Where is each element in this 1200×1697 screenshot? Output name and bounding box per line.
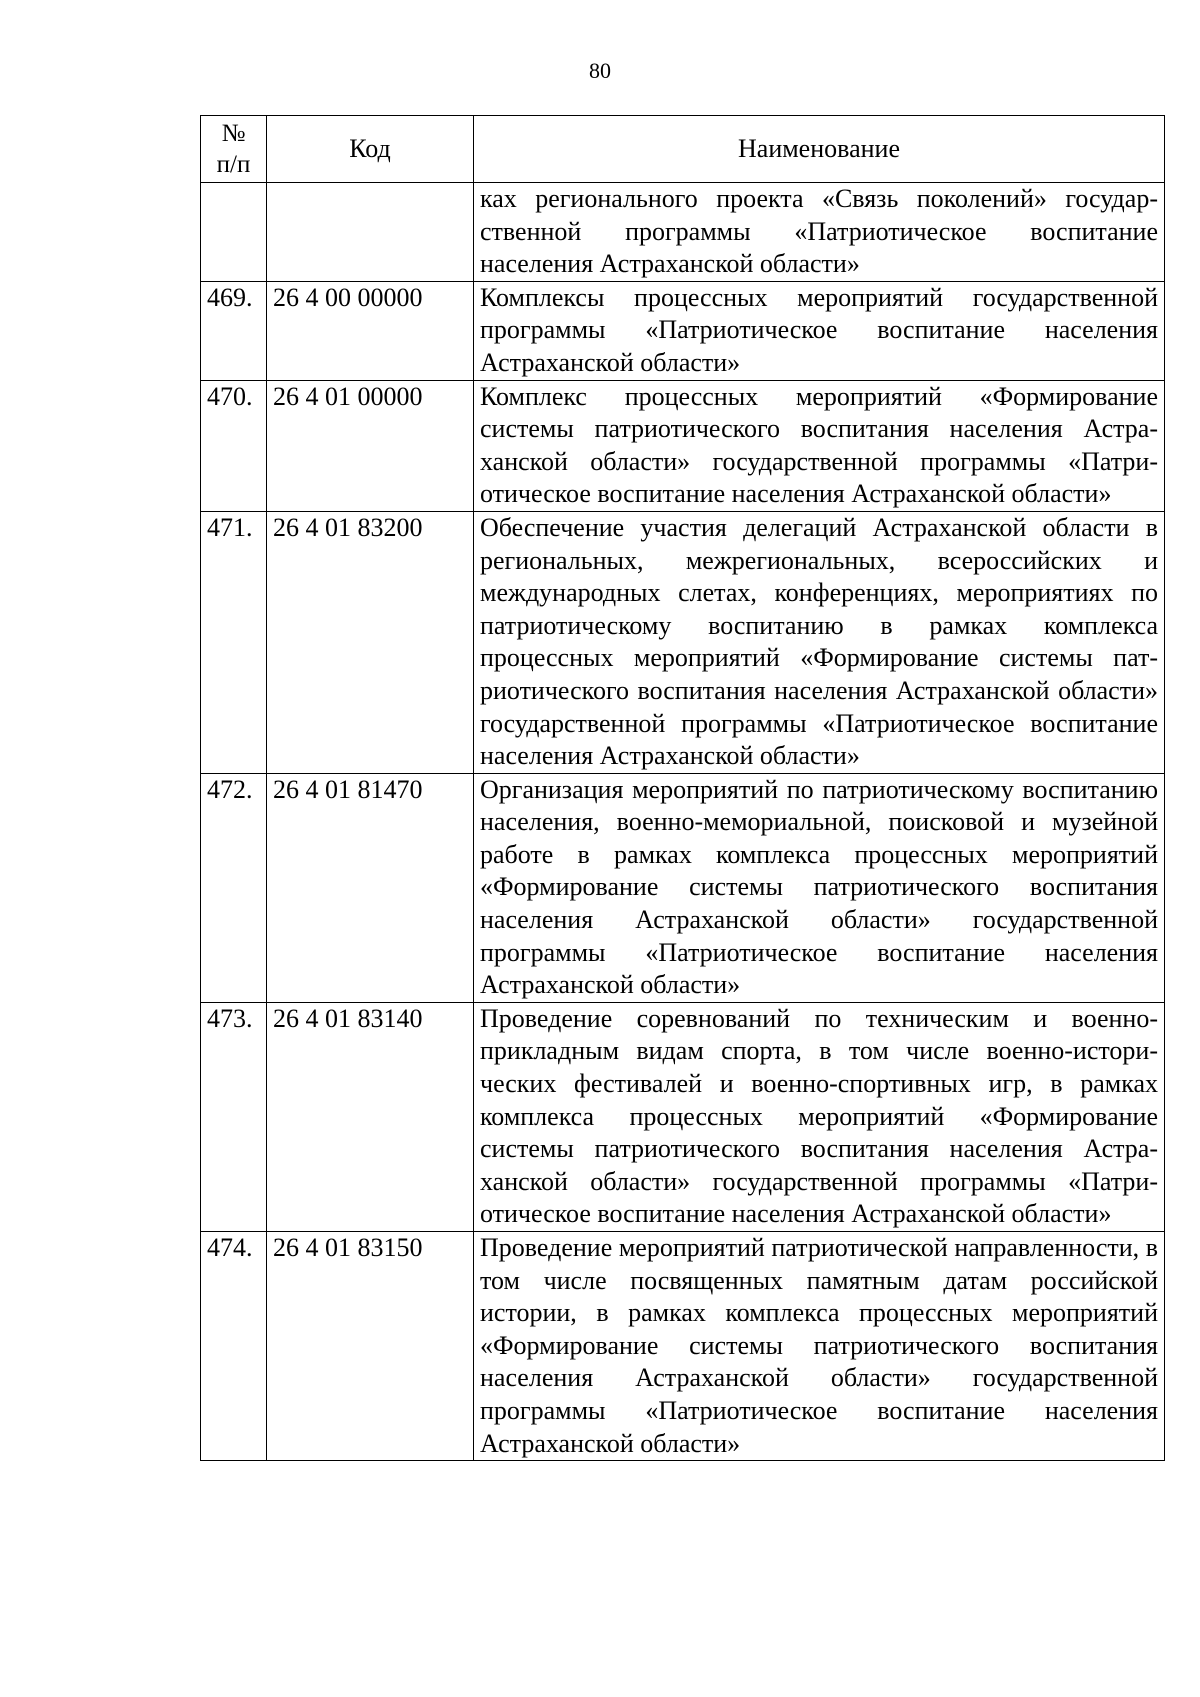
row-number: 472. [201, 773, 267, 1002]
table-row [201, 1002, 1165, 1231]
header-num [201, 116, 267, 183]
table-row [201, 183, 1165, 282]
classification-table [200, 115, 1165, 1461]
header-name: Наименование [474, 116, 1165, 183]
row-code: 26 4 01 83150 [267, 1232, 474, 1461]
table-row [201, 511, 1165, 773]
row-code [267, 183, 474, 282]
table-row [201, 281, 1165, 380]
row-name: Проведение мероприятий патриотической направленности, в том числе посвященных памятным датам российской истории, в рамках комплекса процессных мероприятий «Формирование системы патриотического воспитания населения Астраханской области» государственной программы «Патриотическое воспитание населения Астраханской области» [474, 1232, 1165, 1461]
row-number: 470. [201, 380, 267, 511]
header-num-abbrev: п/п [216, 151, 251, 178]
row-number: 471. [201, 511, 267, 773]
header-code: Код [267, 116, 474, 183]
header-num-symbol: № [221, 120, 246, 147]
table-header-row [201, 116, 1165, 183]
row-code: 26 4 01 83140 [267, 1002, 474, 1231]
row-number: 474. [201, 1232, 267, 1461]
row-name: Проведение соревнований по техническим и военно-прикладным видам спорта, в том числе военно-исторических фестивалей и военно-спортивных игр, в рамках комплекса процессных мероприятий «Формирование системы патриотического воспитания населения Астраханской области» государственной программы «Патриотическое воспитание населения Астраханской области» [474, 1002, 1165, 1231]
row-name: Обеспечение участия делегаций Астраханской области в региональных, межрегиональных, всероссийских и международных слетах, конференциях, мероприятиях по патриотическому воспитанию в рамках комплекса процессных мероприятий «Формирование системы патриотического воспитания населения Астраханской области» государственной программы «Патриотическое воспитание населения Астраханской области» [474, 511, 1165, 773]
row-name: Комплекс процессных мероприятий «Формирование системы патриотического воспитания населения Астраханской области» государственной программы «Патриотическое воспитание населения Астраханской области» [474, 380, 1165, 511]
row-name: Организация мероприятий по патриотическому воспитанию населения, военно-мемориальной, поисковой и музейной работе в рамках комплекса процессных мероприятий «Формирование системы патриотического воспитания населения Астраханской области» государственной программы «Патриотическое воспитание населения Астраханской области» [474, 773, 1165, 1002]
row-name: Комплексы процессных мероприятий государственной программы «Патриотическое воспитание населения Астраханской области» [474, 281, 1165, 380]
table-row [201, 380, 1165, 511]
row-code: 26 4 01 00000 [267, 380, 474, 511]
table-row [201, 773, 1165, 1002]
row-name: ках регионального проекта «Связь поколений» государственной программы «Патриотическое воспитание населения Астраханской области» [474, 183, 1165, 282]
row-number: 473. [201, 1002, 267, 1231]
row-code: 26 4 01 81470 [267, 773, 474, 1002]
page-number: 80 [589, 58, 611, 83]
row-number: 469. [201, 281, 267, 380]
row-code: 26 4 01 83200 [267, 511, 474, 773]
row-number [201, 183, 267, 282]
table-row [201, 1232, 1165, 1461]
row-code: 26 4 00 00000 [267, 281, 474, 380]
